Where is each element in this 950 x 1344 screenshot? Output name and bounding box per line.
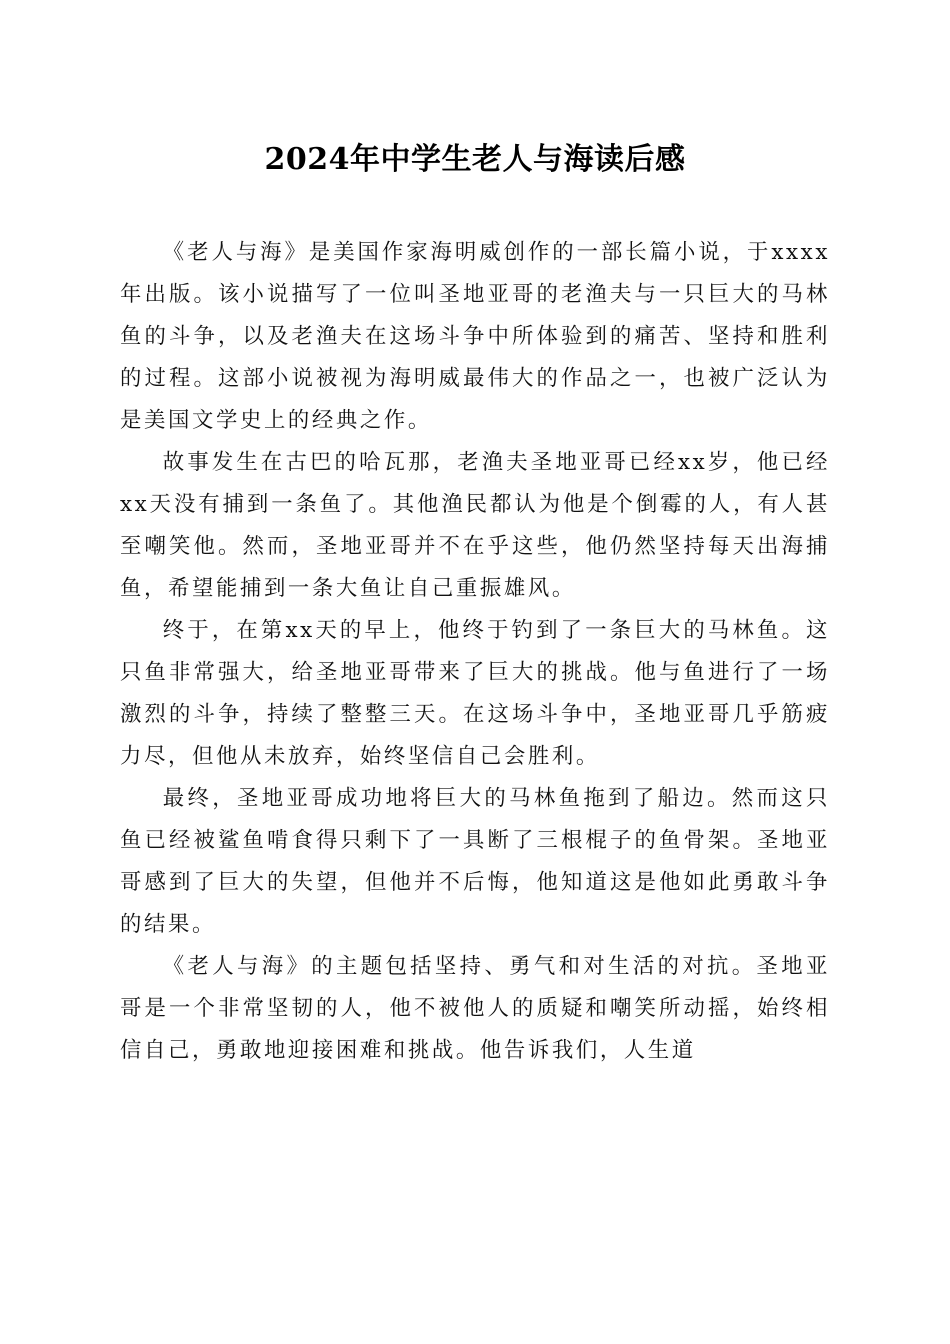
paragraph-1: 《老人与海》是美国作家海明威创作的一部长篇小说，于xxxx年出版。该小说描写了一位叫圣地亚哥的老渔夫与一只巨大的马林鱼的斗争，以及老渔夫在这场斗争中所体验到的痛苦、坚持和胜利的过程。这部小说被视为海明威最伟大的作品之一，也被广泛认为是美国文学史上的经典之作。 [120, 240, 830, 433]
paragraph-4: 最终，圣地亚哥成功地将巨大的马林鱼拖到了船边。然而这只鱼已经被鲨鱼啃食得只剩下了一具断了三根棍子的鱼骨架。圣地亚哥感到了巨大的失望，但他并不后悔，他知道这是他如此勇敢斗争的结果。 [120, 786, 830, 937]
paragraph-3: 终于，在第xx天的早上，他终于钓到了一条巨大的马林鱼。这只鱼非常强大，给圣地亚哥带来了巨大的挑战。他与鱼进行了一场激烈的斗争，持续了整整三天。在这场斗争中，圣地亚哥几乎筋疲力尽，但他从未放弃，始终坚信自己会胜利。 [120, 618, 830, 769]
paragraph-5: 《老人与海》的主题包括坚持、勇气和对生活的对抗。圣地亚哥是一个非常坚韧的人，他不被他人的质疑和嘲笑所动摇，始终相信自己，勇敢地迎接困难和挑战。他告诉我们，人生道 [120, 954, 830, 1063]
document-body [120, 232, 830, 1072]
paragraph-2: 故事发生在古巴的哈瓦那，老渔夫圣地亚哥已经xx岁，他已经xx天没有捕到一条鱼了。其他渔民都认为他是个倒霉的人，有人甚至嘲笑他。然而，圣地亚哥并不在乎这些，他仍然坚持每天出海捕鱼，希望能捕到一条大鱼让自己重振雄风。 [120, 450, 830, 601]
document-title: 2024年中学生老人与海读后感 [264, 142, 686, 177]
